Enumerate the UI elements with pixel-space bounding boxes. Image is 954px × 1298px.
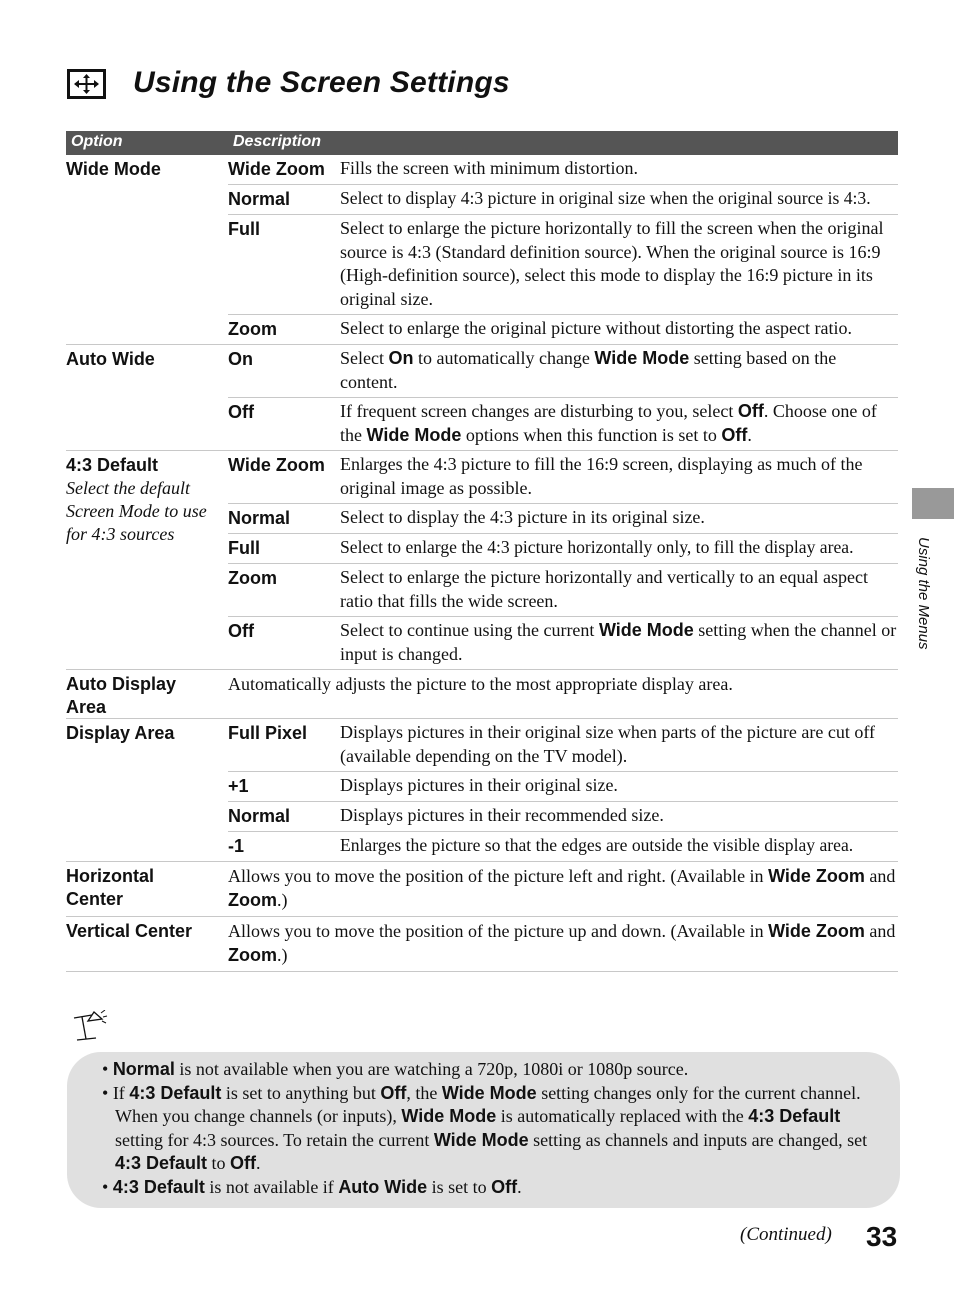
header-option: Option xyxy=(71,133,123,150)
option-name: Display Area xyxy=(66,723,175,743)
row-label: Normal xyxy=(228,806,291,826)
row-desc: Automatically adjusts the picture to the most appropriate display area. xyxy=(228,674,733,694)
table-row xyxy=(228,563,898,616)
row-label: Full xyxy=(228,219,260,239)
table-row xyxy=(228,345,898,397)
continued-note: (Continued) xyxy=(740,1224,832,1245)
row-label: Normal xyxy=(228,508,291,528)
row-label: +1 xyxy=(228,776,249,796)
group-auto-display-area xyxy=(66,670,898,719)
list-item: • Normal is not available when you are watching a 720p, 1080i or 1080p source. xyxy=(102,1059,689,1079)
header-description: Description xyxy=(233,133,322,150)
group-vertical-center xyxy=(66,917,898,972)
side-section-label: Using the Menus xyxy=(915,537,932,650)
table-row xyxy=(228,503,898,533)
row-desc: Select to continue using the current Wide Mode setting when the channel or input is changed. xyxy=(340,620,897,664)
row-label: Off xyxy=(228,402,254,422)
row-desc: If frequent screen changes are disturbing to you, select Off. Choose one of the Wide Mode options when this function is set to Off. xyxy=(340,401,877,445)
option-name: Vertical Center xyxy=(66,921,193,941)
screen-settings-icon xyxy=(67,69,106,99)
row-desc: Displays pictures in their original size when parts of the picture are cut off (available depending on the TV model). xyxy=(340,722,875,766)
list-item: • If 4:3 Default is set to anything but Off, the Wide Mode setting changes only for the current channel. When you change channels (or inputs), Wide Mode is automatically replaced with the 4:3 Default setting for 4:3 sources. To retain the current Wide Mode setting as channels and inputs are changed, set 4:3 Default to Off. xyxy=(102,1082,868,1173)
group-auto-wide xyxy=(66,345,898,451)
group-horizontal-center xyxy=(66,862,898,917)
row-desc: Allows you to move the position of the picture left and right. (Available in Wide Zoom and Zoom.) xyxy=(228,866,896,910)
option-subtitle: Select the default Screen Mode to use for 4:3 sources xyxy=(66,478,207,544)
table-row xyxy=(228,719,898,771)
row-label: Normal xyxy=(228,189,291,209)
lamp-icon xyxy=(72,1010,108,1044)
side-tab-marker xyxy=(912,488,954,519)
row-desc: Select to enlarge the 4:3 picture horizontally only, to fill the display area. xyxy=(340,537,854,557)
option-name: Auto Display Area xyxy=(66,674,177,717)
row-label: Wide Zoom xyxy=(228,455,325,475)
table-row xyxy=(228,451,898,503)
row-desc: Enlarges the picture so that the edges are outside the visible display area. xyxy=(340,835,854,855)
table-row xyxy=(228,771,898,801)
option-name: 4:3 Default xyxy=(66,455,159,475)
page-title: Using the Screen Settings xyxy=(133,66,510,99)
row-label: Full xyxy=(228,538,260,558)
option-name: Auto Wide xyxy=(66,349,155,369)
row-desc: Allows you to move the position of the picture up and down. (Available in Wide Zoom and Zoom.) xyxy=(228,921,896,965)
table-row xyxy=(228,533,898,563)
row-desc: Select to display 4:3 picture in original size when the original source is 4:3. xyxy=(340,188,871,208)
row-desc: Select On to automatically change Wide Mode setting based on the content. xyxy=(340,348,837,392)
table-row xyxy=(228,397,898,450)
table-header xyxy=(66,131,898,155)
list-item: • 4:3 Default is not available if Auto Wide is set to Off. xyxy=(102,1176,522,1197)
table-row xyxy=(228,616,898,669)
row-label: On xyxy=(228,349,253,369)
table-row xyxy=(228,801,898,831)
row-desc: Fills the screen with minimum distortion. xyxy=(340,158,638,178)
settings-table xyxy=(66,131,898,972)
row-desc: Enlarges the 4:3 picture to fill the 16:9 screen, displaying as much of the original image as possible. xyxy=(340,454,863,498)
table-row xyxy=(228,214,898,314)
group-4-3-default xyxy=(66,451,898,670)
group-display-area xyxy=(66,719,898,862)
row-desc: Displays pictures in their original size. xyxy=(340,775,618,795)
table-row xyxy=(228,155,898,184)
row-label: Off xyxy=(228,621,254,641)
row-desc: Select to enlarge the original picture without distorting the aspect ratio. xyxy=(340,318,853,338)
table-row xyxy=(228,314,898,344)
table-row xyxy=(228,184,898,214)
row-label: Full Pixel xyxy=(228,723,308,743)
row-desc: Select to enlarge the picture horizontally and vertically to an equal aspect ratio that fills the wide screen. xyxy=(340,567,868,611)
group-wide-mode xyxy=(66,155,898,345)
row-label: -1 xyxy=(228,836,245,856)
option-name: Horizontal Center xyxy=(66,866,154,909)
page-number: 33 xyxy=(866,1221,898,1252)
option-name: Wide Mode xyxy=(66,159,161,179)
row-desc: Select to enlarge the picture horizontally to fill the screen when the original source is 4:3 (Standard definition source). When the original source is 16:9 (High-definition source), select this mode to display the 16:9 picture in its original size. xyxy=(340,218,884,309)
row-desc: Displays pictures in their recommended size. xyxy=(340,805,664,825)
row-desc: Select to display the 4:3 picture in its original size. xyxy=(340,507,705,527)
row-label: Zoom xyxy=(228,568,277,588)
table-row xyxy=(228,831,898,861)
row-label: Zoom xyxy=(228,319,277,339)
row-label: Wide Zoom xyxy=(228,159,325,179)
tips-list xyxy=(102,1058,872,1199)
